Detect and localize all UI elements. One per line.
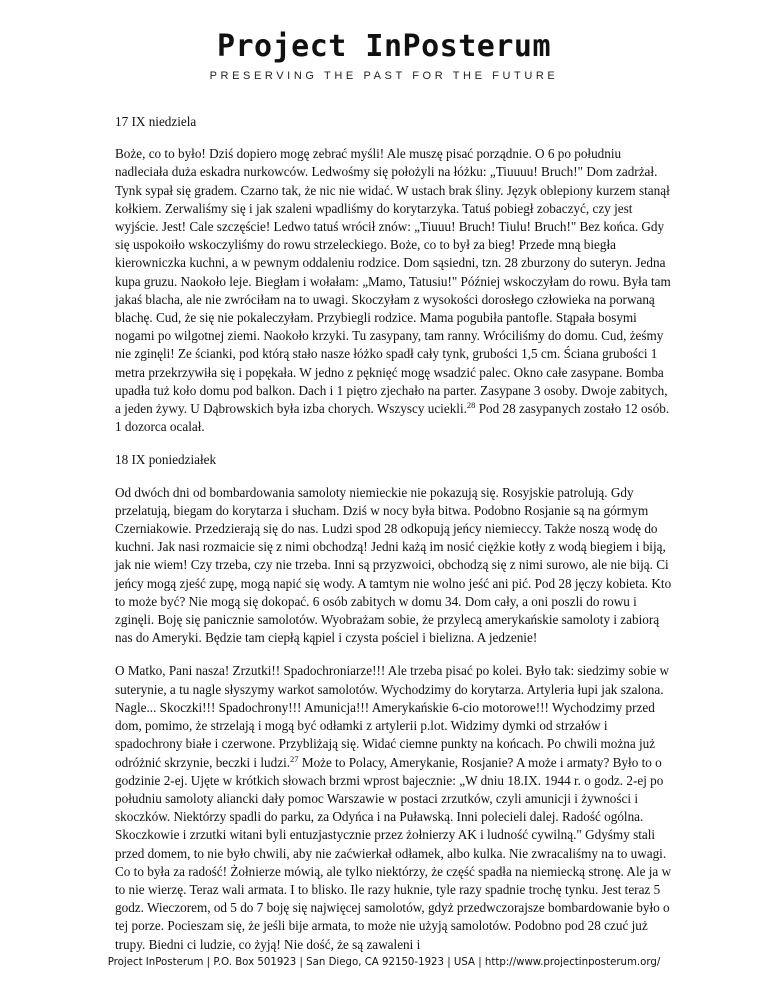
entry-date: 18 IX poniedziałek: [115, 452, 217, 468]
entry-paragraph: [115, 145, 675, 436]
footnote-ref: 27: [290, 753, 299, 764]
paragraph-text: O Matko, Pani nasza! Zrzutki!! Spadochroniarze!!! Ale trzeba pisać po kolei. Było tak: siedzimy sobie w suterynie, a tu nagle słyszymy warkot samolotów. Wychodzimy do korytarza. Artyleria łupi jak szalona. Nagle... Skoczki!!! Spadochrony!!! Amunicja!!! Amerykańskie 6-cio motorowe!!! Wychodzimy przed dom, pomimo, że strzelają i mogą być odłamki z artylerii p.lot. Widzimy dymki od strzałów i spadochrony białe i czerwone. Przybliżają się. Widać ciemne punkty na końcach. Po chwili można już odróżnić skrzynie, beczki i ludzi.: [115, 663, 670, 770]
entry-paragraph: [115, 662, 675, 953]
paragraph-text: Może to Polacy, Amerykanie, Rosjanie? A może i armaty? Było to o godzinie 2-ej. Ujęte w krótkich słowach brzmi wprost bajecznie: „W dniu 18.IX. 1944 r. o godz. 2-ej po południu samoloty aliancki dały pomoc Warszawie w postaci zrzutków, czyli amunicji i żywności i skoczków. Niektórzy spadli do parku, za Odyńca i na Puławską. Inni polecieli dalej. Radość ogólna. Skoczkowie i zrzutki witani byli entuzjastycznie przez żołnierzy AK i ludność cywilną." Gdyśmy stali przed domem, to nie było chwili, aby nie zaćwierkał odłamek, albo kulka. Nie zwracaliśmy na to uwagi. Co to była za radość! Żołnierze mówią, ale tylko niektórzy, że część spadła na niemiecką stronę. Ale ja w to nie wierzę. Teraz wali armata. I to blisko. Ile razy huknie, tyle razy spadnie trochę tynku. Jest teraz 5 godz. Wieczorem, od 5 do 7 boję się najwięcej samolotów, gdyż przedwczorajsze bombardowanie było o tej porze. Pocieszam się, że jeśli bije armata, to może nie użyją samolotów. Podobno pod 28 czuć już trupy. Biedni ci ludzie, co żyją! Nie dość, że są zawaleni i: [115, 754, 672, 952]
paragraph-text: Pod 28 zasypanych zostało 12 osób. 1 dozorca ocalał.: [115, 401, 670, 435]
page-footer: Project InPosterum | P.O. Box 501923 | San Diego, CA 92150-1923 | USA | http://www.projectinposterum.org/: [107, 957, 661, 968]
diary-content: [115, 113, 675, 969]
entry-paragraph: Od dwóch dni od bombardowania samoloty niemieckie nie pokazują się. Rosyjskie patrolują. Gdy przelatują, biegam do korytarza i słucham. Dziś w nocy była bitwa. Podobno Rosjanie są na górmym Czerniakowie. Przedzierają się do nas. Ludzi spod 28 odkopują jeńcy niemieccy. Także noszą wodę do kuchni. Jak nasi rozmaicie się z nimi obchodzą! Jedni każą im nosić ciężkie kotły z wodą biegiem i biją, jak nie wiem! Czy trzeba, czy nie trzeba. Inni są przyzwoici, obchodzą się z nimi surowo, ale nie biją. Ci jeńcy mogą zjeść zupę, mogą napić się wody. A tamtym nie wolno jeść ani pić. Pod 28 jęczy kobieta. Kto to może być? Nie mogą się dokopać. 6 osób zabitych w domu 34. Dom cały, a oni poszli do rowu i zginęli. Boję się panicznie samolotów. Wyobrażam sobie, że przylecą amerykańskie samoloty i zabiorą nas do Ameryki. Będzie tam ciepłą kąpiel i czysta pościel i bielizna. A jedzenie!: [115, 484, 672, 646]
logo: Project InPosterum: [216, 29, 552, 64]
entry-date: 17 IX niedziela: [115, 114, 197, 129]
tagline: PRESERVING THE PAST FOR THE FUTURE: [209, 70, 559, 82]
paragraph-text: Boże, co to było! Dziś dopiero mogę zebrać myśli! Ale muszę pisać porządnie. O 6 po południu nadleciała duża eskadra nurkowców. Ledwośmy się położyli na łóżku: „Tiuuuu! Bruch!" Dom zadrżał. Tynk sypał się gradem. Czarno tak, że nic nie widać. W ustach brak śliny. Język oblepiony kurzem stanął kołkiem. Zerwaliśmy się i jak szaleni wpadliśmy do korytarzyka. Tatuś pobiegł zobaczyć, czy jest wyjście. Jest! Cale szczęście! Ledwo tatuś wrócił znów: „Tiuuu! Bruch! Tiulu! Bruch!" Bez końca. Gdy się uspokoiło wskoczyliśmy do rowu strzeleckiego. Boże, co to był za bieg! Przede mną biegła kierowniczka kuchni, a w pewnym oddaleniu rodzice. Dom sąsiedni, tzn. 28 zburzony do suteryn. Jedna kupa gruzu. Naokoło leje. Biegłam i wołałam: „Mamo, Tatusiu!" Później wskoczyłam do rowu. Była tam jakaś blacha, ale nie zwróciłam na to uwagi. Skoczyłam z wysokości dorosłego człowieka na porwaną blachę. Cud, że się nie pokaleczyłam. Przybiegli rodzice. Mama pogubiła pantofle. Stąpała bosymi nogami po wilgotnej ziemi. Naokoło krzyki. Tu zasypany, tam ranny. Wróciliśmy do domu. Cud, żeśmy nie zginęli! Ze ścianki, pod którą stało nasze łóżko spadł cały tynk, grubości 1,5 cm. Ściana grubości 1 metra przekrzywiła się i popękała. W jedno z pęknięć mogę wsadzić palec. Okno całe zasypane. Bomba upadła tuż koło domu pod balkon. Dach i 1 piętro zjechało na parter. Zasypane 3 osoby. Dwoje zabitych, a jeden żywy. U Dąbrowskich była izba chorych. Wszyscy uciekli.: [115, 146, 671, 417]
footnote-ref: 28: [466, 400, 476, 411]
